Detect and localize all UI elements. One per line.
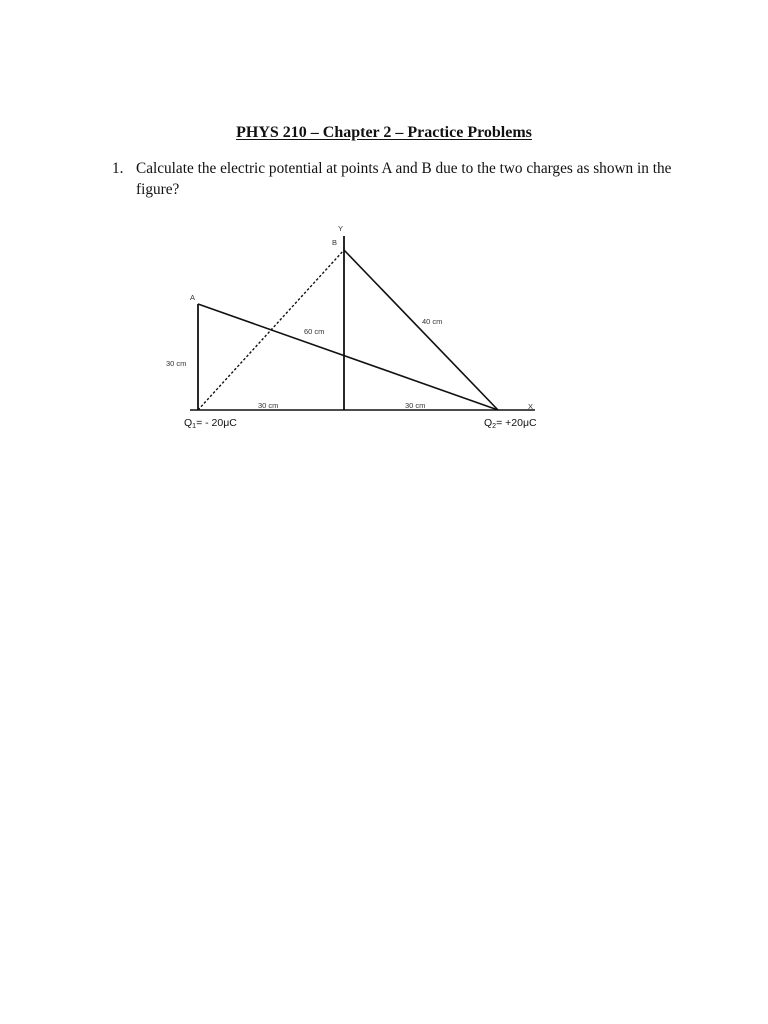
problem-number: 1. <box>112 160 124 177</box>
charge-q1-subscript: 1 <box>192 423 197 430</box>
side-a-length-label: 30 cm <box>166 359 187 368</box>
charge-q1-label <box>184 417 237 430</box>
side-b-length-label: 40 cm <box>422 317 443 326</box>
base-right-length-label: 30 cm <box>405 401 426 410</box>
charge-q2-subscript: 2 <box>492 423 497 430</box>
charge-q2-symbol: Q <box>484 417 493 429</box>
charge-q2-value: = +20μC <box>496 417 537 429</box>
point-a-label: A <box>190 293 196 302</box>
diagonal-length-label: 60 cm <box>304 327 325 336</box>
charge-q2-label <box>484 417 537 430</box>
x-axis-label: X <box>528 402 534 411</box>
point-b-label: B <box>332 238 338 247</box>
y-axis-label: Y <box>338 224 344 233</box>
charge-q1-symbol: Q <box>184 417 193 429</box>
problem-text: Calculate the electric potential at points A and B due to the two charges as shown in the figure? <box>136 160 672 198</box>
base-left-length-label: 30 cm <box>258 401 279 410</box>
side-b-q2 <box>344 250 498 410</box>
page-title: PHYS 210 – Chapter 2 – Practice Problems <box>236 124 532 141</box>
charge-q1-value: = - 20μC <box>196 417 237 429</box>
diagonal-a-q2 <box>198 304 498 410</box>
